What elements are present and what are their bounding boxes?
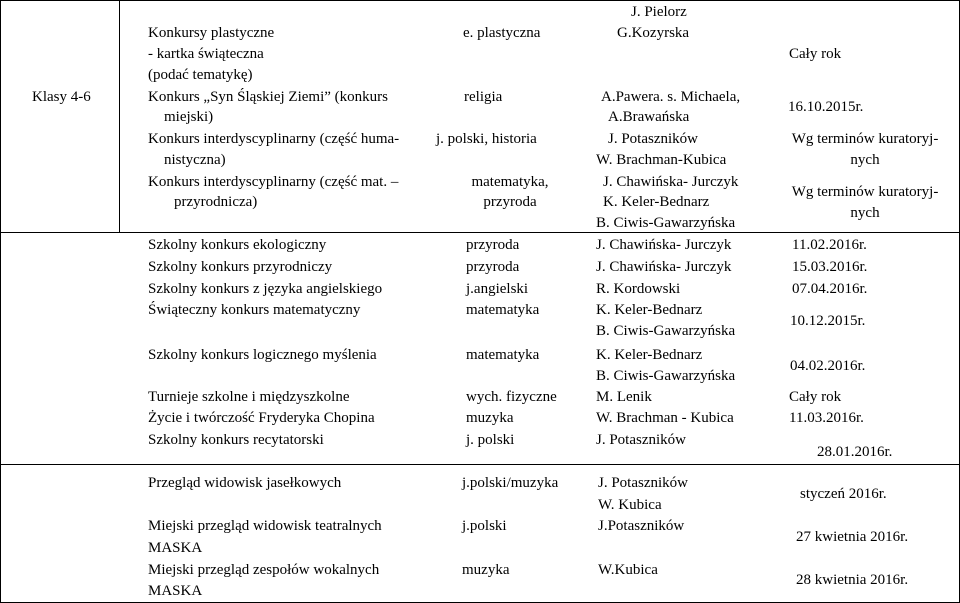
row-3-name-2: nistyczna) — [164, 152, 226, 168]
row-13-date: styczeń 2016r. — [800, 486, 887, 502]
row-5-teacher: J. Chawińska- Jurczyk — [596, 237, 732, 253]
row-4-name-1: Konkurs interdyscyplinarny (część mat. – — [148, 174, 399, 190]
row-7-name: Szkolny konkurs z języka angielskiego — [148, 281, 383, 297]
row-3-name-1: Konkurs interdyscyplinarny (część huma- — [148, 131, 400, 147]
row-9-subject: matematyka — [466, 347, 540, 363]
row-12-name: Szkolny konkurs recytatorski — [148, 432, 324, 448]
row-2-date: 16.10.2015r. — [788, 99, 864, 115]
row-10-subject: wych. fizyczne — [466, 389, 557, 405]
row-6-name: Szkolny konkurs przyrodniczy — [148, 259, 333, 275]
row-15-date: 28 kwietnia 2016r. — [796, 572, 909, 588]
row-3-teacher-2: W. Brachman-Kubica — [596, 152, 727, 168]
row-11-date: 11.03.2016r. — [789, 410, 864, 426]
row-2-name-2: miejski) — [164, 109, 214, 125]
row-6-teacher: J. Chawińska- Jurczyk — [596, 259, 732, 275]
row-9-teacher-2: B. Ciwis-Gawarzyńska — [596, 368, 736, 384]
row-8-name: Świąteczny konkurs matematyczny — [148, 302, 361, 318]
hline-2 — [0, 464, 960, 465]
row-11-subject: muzyka — [466, 410, 514, 426]
row-1-name-1: Konkursy plastyczne — [148, 25, 275, 41]
row-7-teacher: R. Kordowski — [596, 281, 681, 297]
row-6-date: 15.03.2016r. — [792, 259, 868, 275]
vline-group — [119, 0, 120, 232]
row-13-name: Przegląd widowisk jasełkowych — [148, 475, 342, 491]
row-5-subject: przyroda — [466, 237, 520, 253]
row-12-subject: j. polski — [466, 432, 515, 448]
row-3-date-1: Wg terminów kuratoryj- — [791, 131, 939, 147]
row-8-date: 10.12.2015r. — [790, 313, 866, 329]
row-15-teacher: W.Kubica — [598, 562, 658, 578]
row-13-teacher-1: J. Potaszników — [598, 475, 688, 491]
row-4-teacher-3: B. Ciwis-Gawarzyńska — [596, 215, 736, 231]
row-14-name-1: Miejski przegląd widowisk teatralnych — [148, 518, 382, 534]
hline-1 — [0, 232, 960, 233]
row-1-name-2: - kartka świąteczna — [148, 46, 264, 62]
row-9-teacher-1: K. Keler-Bednarz — [596, 347, 703, 363]
row-7-date: 07.04.2016r. — [792, 281, 868, 297]
row-15-name-1: Miejski przegląd zespołów wokalnych — [148, 562, 380, 578]
row-11-name: Życie i twórczość Fryderyka Chopina — [148, 410, 375, 426]
row-10-date: Cały rok — [789, 389, 842, 405]
row-10-teacher: M. Lenik — [596, 389, 652, 405]
row-7-subject: j.angielski — [466, 281, 529, 297]
row-6-subject: przyroda — [466, 259, 520, 275]
row-3-date-2: nych — [850, 152, 880, 168]
row-12-date: 28.01.2016r. — [817, 444, 893, 460]
row-1-teacher-2: G.Kozyrska — [617, 25, 690, 41]
row-4-name-2: przyrodnicza) — [174, 194, 258, 210]
row-8-teacher-1: K. Keler-Bednarz — [596, 302, 703, 318]
row-3-teacher-1: J. Potaszników — [608, 131, 698, 147]
row-12-teacher: J. Potaszników — [596, 432, 686, 448]
vline-left — [0, 0, 1, 603]
row-11-teacher: W. Brachman - Kubica — [596, 410, 734, 426]
row-8-subject: matematyka — [466, 302, 540, 318]
row-4-date-1: Wg terminów kuratoryj- — [791, 184, 939, 200]
row-13-subject: j.polski/muzyka — [462, 475, 559, 491]
group-label: Klasy 4-6 — [32, 89, 91, 105]
row-9-name: Szkolny konkurs logicznego myślenia — [148, 347, 377, 363]
row-2-teacher-2: A.Brawańska — [608, 109, 690, 125]
row-8-teacher-2: B. Ciwis-Gawarzyńska — [596, 323, 736, 339]
row-15-name-2: MASKA — [148, 583, 203, 599]
row-1-date: Cały rok — [789, 46, 842, 62]
row-1-name-3: (podać tematykę) — [148, 67, 253, 83]
row-4-teacher-2: K. Keler-Bednarz — [603, 194, 710, 210]
row-15-subject: muzyka — [462, 562, 510, 578]
row-14-name-2: MASKA — [148, 540, 203, 556]
row-5-name: Szkolny konkurs ekologiczny — [148, 237, 327, 253]
row-2-teacher-1: A.Pawera. s. Michaela, — [601, 89, 741, 105]
row-3-subject: j. polski, historia — [436, 131, 537, 147]
row-13-teacher-2: W. Kubica — [598, 497, 662, 513]
row-1-subject: e. plastyczna — [463, 25, 541, 41]
row-4-subject-1: matematyka, — [471, 174, 549, 190]
hline-top — [0, 0, 960, 1]
row-5-date: 11.02.2016r. — [792, 237, 867, 253]
row-4-teacher-1: J. Chawińska- Jurczyk — [603, 174, 739, 190]
row-4-subject-2: przyroda — [483, 194, 537, 210]
row-9-date: 04.02.2016r. — [790, 358, 866, 374]
row-14-date: 27 kwietnia 2016r. — [796, 529, 909, 545]
row-10-name: Turnieje szkolne i międzyszkolne — [148, 389, 350, 405]
row-4-date-2: nych — [850, 205, 880, 221]
row-1-teacher-1: J. Pielorz — [631, 4, 687, 20]
row-2-name-1: Konkurs „Syn Śląskiej Ziemi” (konkurs — [148, 89, 388, 105]
row-14-teacher: J.Potaszników — [598, 518, 685, 534]
row-14-subject: j.polski — [462, 518, 507, 534]
row-2-subject: religia — [464, 89, 503, 105]
